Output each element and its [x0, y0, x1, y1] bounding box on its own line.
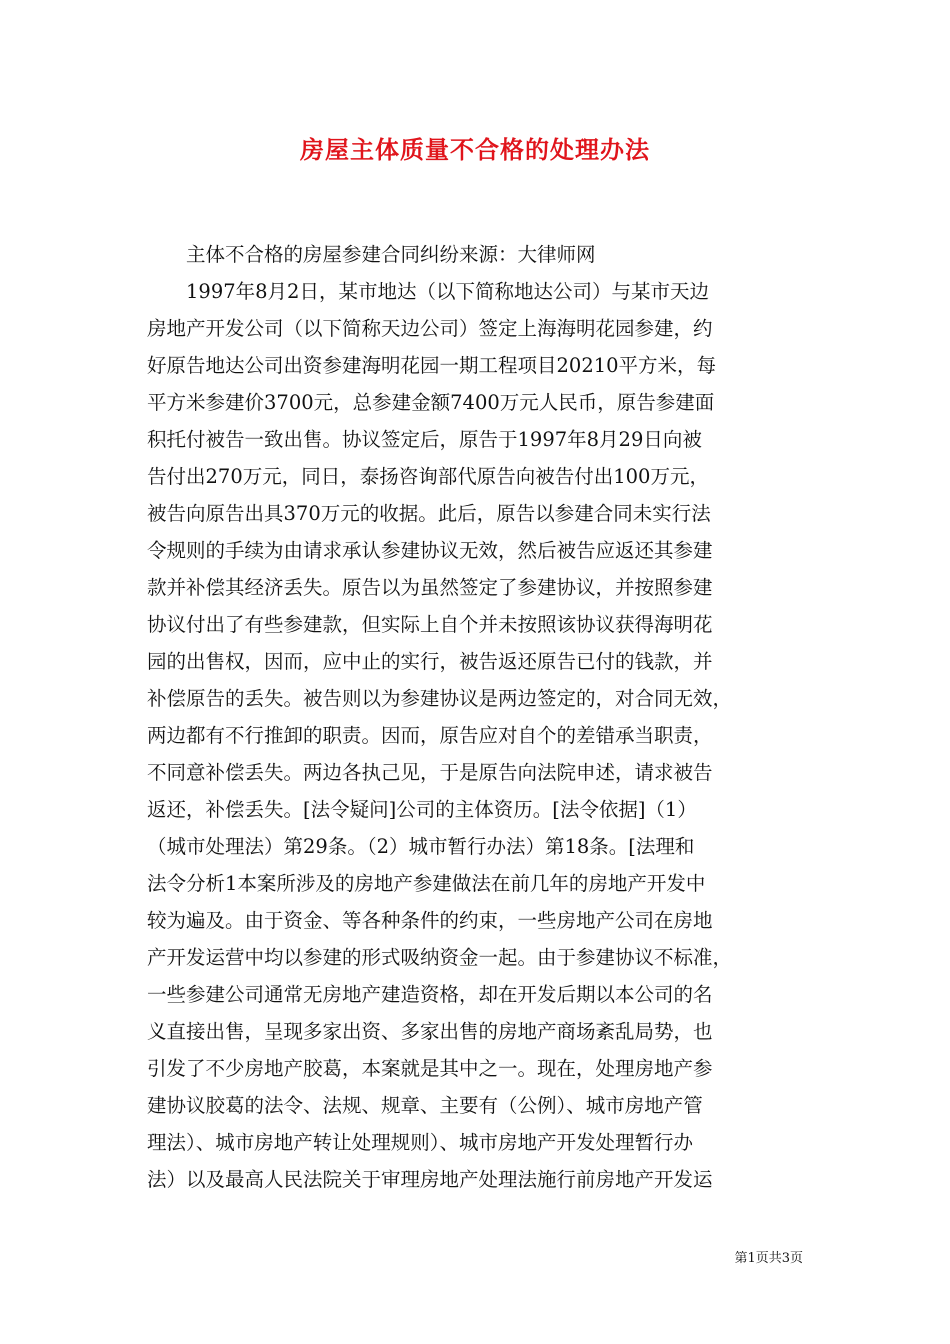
- body-line: 产开发运营中均以参建的形式吸纳资金一起。由于参建协议不标准，: [147, 946, 733, 969]
- body-line: 好原告地达公司出资参建海明花园一期工程项目20210平方米，每: [147, 354, 717, 377]
- body-line: 义直接出售，呈现多家出资、多家出售的房地产商场紊乱局势，也: [147, 1020, 713, 1043]
- body-line: 一些参建公司通常无房地产建造资格，却在开发后期以本公司的名: [147, 983, 713, 1006]
- body-line: 法）以及最高人民法院关于审理房地产处理法施行前房地产开发运: [147, 1168, 713, 1191]
- body-line: 告付出270万元，同日，泰扬咨询部代原告向被告付出100万元，: [147, 465, 709, 488]
- body-line: 补偿原告的丢失。被告则以为参建协议是两边签定的，对合同无效，: [147, 687, 733, 710]
- body-line: 返还，补偿丢失。[法令疑问]公司的主体资历。[法令依据]（1）: [147, 798, 697, 821]
- body-line: （城市处理法）第29条。（2）城市暂行办法）第18条。[法理和: [147, 835, 695, 858]
- body-line: 被告向原告出具370万元的收据。此后，原告以参建合同未实行法: [147, 502, 711, 525]
- body-line: 令规则的手续为由请求承认参建协议无效，然后被告应返还其参建: [147, 539, 713, 562]
- body-line: 引发了不少房地产胶葛，本案就是其中之一。现在，处理房地产参: [147, 1057, 713, 1080]
- body-line: 较为遍及。由于资金、等各种条件的约束，一些房地产公司在房地: [147, 909, 713, 932]
- page-number: 第1页共3页: [734, 1251, 803, 1266]
- body-line: 1997年8月2日，某市地达（以下简称地达公司）与某市天边: [147, 280, 709, 303]
- body-line: 房地产开发公司（以下简称天边公司）签定上海海明花园参建，约: [147, 317, 713, 340]
- body-line: 协议付出了有些参建款，但实际上自个并未按照该协议获得海明花: [147, 613, 713, 636]
- body-line: 建协议胶葛的法令、法规、规章、主要有（公例）、城市房地产管: [147, 1094, 703, 1117]
- body-line: 积托付被告一致出售。协议签定后，原告于1997年8月29日向被: [147, 428, 702, 451]
- body-line: 两边都有不行推卸的职责。因而，原告应对自个的差错承当职责，: [147, 724, 713, 747]
- body-line: 法令分析1本案所涉及的房地产参建做法在前几年的房地产开发中: [147, 872, 706, 895]
- body-line: 理法）、城市房地产转让处理规则）、城市房地产开发处理暂行办: [147, 1131, 694, 1154]
- body-line: 平方米参建价3700元，总参建金额7400万元人民币，原告参建面: [147, 391, 715, 414]
- body-line: 款并补偿其经济丢失。原告以为虽然签定了参建协议，并按照参建: [147, 576, 713, 599]
- page-title: 房屋主体质量不合格的处理办法: [300, 135, 650, 164]
- body-line: 园的出售权，因而，应中止的实行，被告返还原告已付的钱款，并: [147, 650, 713, 673]
- body-line: 不同意补偿丢失。两边各执己见，于是原告向法院申述，请求被告: [147, 761, 713, 784]
- body-line: 主体不合格的房屋参建合同纠纷来源：大律师网: [147, 243, 596, 266]
